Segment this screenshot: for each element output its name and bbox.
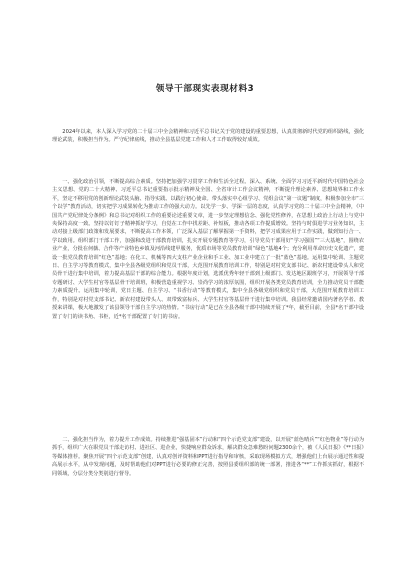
paragraph-section-two: 二、强化担当作为，着力提升工作成效。持续推进“强基固本”行动和“四个示范党支部”建设，以开展“蓝色晴兵”“红色物业”等行动为抓手，组织广大在职党员干部走访村、进社区、进企业，快捷响应群众诉求，解决群众急难愁盼问题2300余个，被《人民日报》《**日报》等媒体推荐。聚焦开展“四个示范支部”创建，认真对创评资料和PPT进行指导和审核，采取现场模拟方式，增强他们上台展示通过性和提高展示水平，从中发现问题，及时帮助他们对PPT进行必要的修正完善，按照县委组织部的统一部署，推进各“**”工作抓实抓好，根据不同领域，分层分类分类别进行督导。	[52, 437, 364, 477]
paragraph-section-one: 一、强化政治引领，不断提高综合素质。坚持把加强学习贯穿工作和生活全过程。深入、系统、全面学习习近平新时代中国特色社会主义思想、党的二十大精神、习近平总书记重要指示批示精神及全国、全省审计工作会议精神，不断提升理论素养、思想境界和工作水平，坚定不移用党的创新理论武装头脑、指导实践、以践行初心使命。带头落实中心组学习、党组会议“第一议题”制度，积极参加全市“三个以学”教育活动，切实把学习成果转化为推动工作的强大动力。以先学一步、学深一层的态度，认真学习党的二十届三中全会精神，《中国共产党纪律处分条例》和总书记对组织工作的重要论述重要文章，进一步坚定理想信念、强化党性修养，在思想上政治上行动上与党中央保持高度一致。坚持以钉钉子精神抓好学习，自觉在工作中找差距、补短板，推动各项工作提质增效。坚持与时俱进学习业务知识，主动对接上级部门政策和发展要求，不断提高工作本领，广泛深入基层了解掌握第一手资料，把学习成果应用于工作实践，做到知行合一、学以致用。组织部门干部工作，加强和改进干部教育培训，扎实开展专题教育等学习，引导党员干部用好“学习强国”“三大基地”，围绕农业产业，分批在何薇、合作等产业特色乡镇及河沿线建甲服务，优质市场等党员教育培训“绿色”基地4个；充分利用革命历史文化遗产，建设一批党员教育培训“红色”基地；在化工、机械等四大支柱产业企业和手工业、加工业中建立了一批“蓝色”基地。运用集中轮训、主题党日、自主学习等教育模式，集中全县各级党组织和党员干部，大范围开展教育培训工作，特别是对村党支部书记、新农村建设带头人和党员骨干进行集中培训，着力提高基层干部的综合能力。根据年度计划，选派优秀年轻干部到上级部门、发达地区跟班学习，开展领导干部专题研讨、大学生村官等基层骨干培训班，积极营造重视学习、崇尚学习的浓厚氛围，组织开展各类党员教育培训，全力推动党员干部能力素质提升。运用集中轮训，党日主题、自主学习、“书香行动”等教育模式，集中全县各级党组织和党员干部，大范围开展教育培训工作，特别是对村党支部书记、新农村建设带头人、双带致富标兵、大学生村官等基层骨干进行集中培训。我县经常邀请国内著名学者、教授来讲课，极大地激发了该县领导干部自主学习的热情。“书房行动”是已在全县各级干部中持续开展了*年，截至目前，全县*名干部中设置了专门的读书角、书柜，近*名干部配置了专门的书房。	[52, 179, 364, 320]
paragraph-intro: 2024年以来，本人深入学习党的二十届三中全会精神和习近平总书记关于党的建设的重要思想，认真贯彻新时代党的组织路线，强化理论武装，积极担当作为。严守纪律底线，推动全县基层党建工作和人才工作取得较好成效。	[52, 129, 364, 144]
document-title: 领导干部现实表现材料3	[155, 84, 255, 94]
